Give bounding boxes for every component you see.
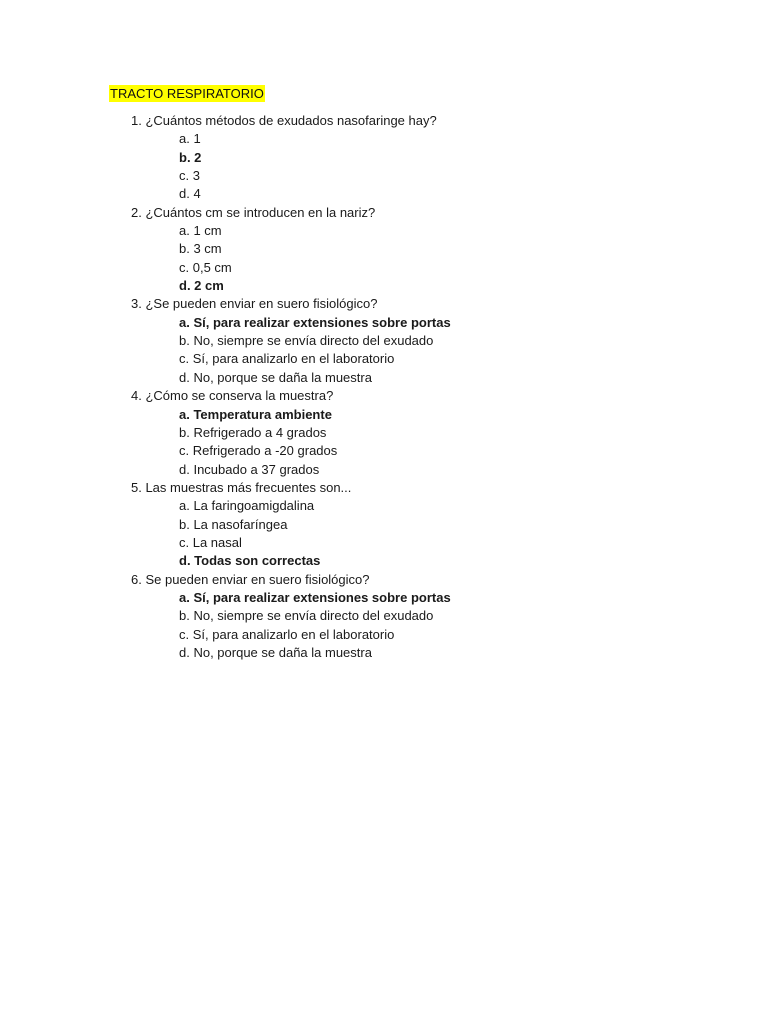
answer-option: a. La faringoamigdalina (179, 498, 315, 514)
question-text: 4. ¿Cómo se conserva la muestra? (131, 388, 334, 404)
answer-option: b. Refrigerado a 4 grados (179, 424, 327, 440)
page-title: TRACTO RESPIRATORIO (110, 86, 264, 101)
answer-option: a. 1 cm (179, 223, 222, 239)
answer-option: c. 3 (179, 168, 200, 184)
answer-option: d. No, porque se daña la muestra (179, 644, 372, 660)
answer-option: c. Sí, para analizarlo en el laboratorio (179, 351, 395, 367)
answer-option: c. La nasal (179, 534, 242, 550)
answer-option: a. 1 (179, 131, 201, 147)
answer-option-correct: d. 2 cm (179, 278, 224, 294)
answer-option: b. No, siempre se envía directo del exudado (179, 333, 434, 349)
answer-option-correct: b. 2 (179, 149, 202, 165)
question-text: 2. ¿Cuántos cm se introducen en la nariz? (131, 204, 376, 220)
answer-option: b. No, siempre se envía directo del exudado (179, 608, 434, 624)
answer-option: d. No, porque se daña la muestra (179, 369, 372, 385)
question-text: 5. Las muestras más frecuentes son... (131, 479, 352, 495)
answer-option-correct: a. Sí, para realizar extensiones sobre portas (179, 589, 451, 605)
question-text: 3. ¿Se pueden enviar en suero fisiológico? (131, 296, 378, 312)
answer-option: c. Sí, para analizarlo en el laboratorio (179, 626, 395, 642)
answer-option-correct: d. Todas son correctas (179, 553, 321, 569)
answer-option: b. 3 cm (179, 241, 222, 257)
answer-option: b. La nasofaríngea (179, 516, 288, 532)
question-list (131, 112, 731, 662)
answer-option: c. 0,5 cm (179, 259, 232, 275)
answer-option: c. Refrigerado a -20 grados (179, 443, 338, 459)
answer-option-correct: a. Temperatura ambiente (179, 406, 332, 422)
question-text: 6. Se pueden enviar en suero fisiológico? (131, 571, 370, 587)
answer-option: d. Incubado a 37 grados (179, 461, 320, 477)
answer-option-correct: a. Sí, para realizar extensiones sobre portas (179, 314, 451, 330)
answer-option: d. 4 (179, 186, 201, 202)
question-text: 1. ¿Cuántos métodos de exudados nasofaringe hay? (131, 113, 437, 128)
